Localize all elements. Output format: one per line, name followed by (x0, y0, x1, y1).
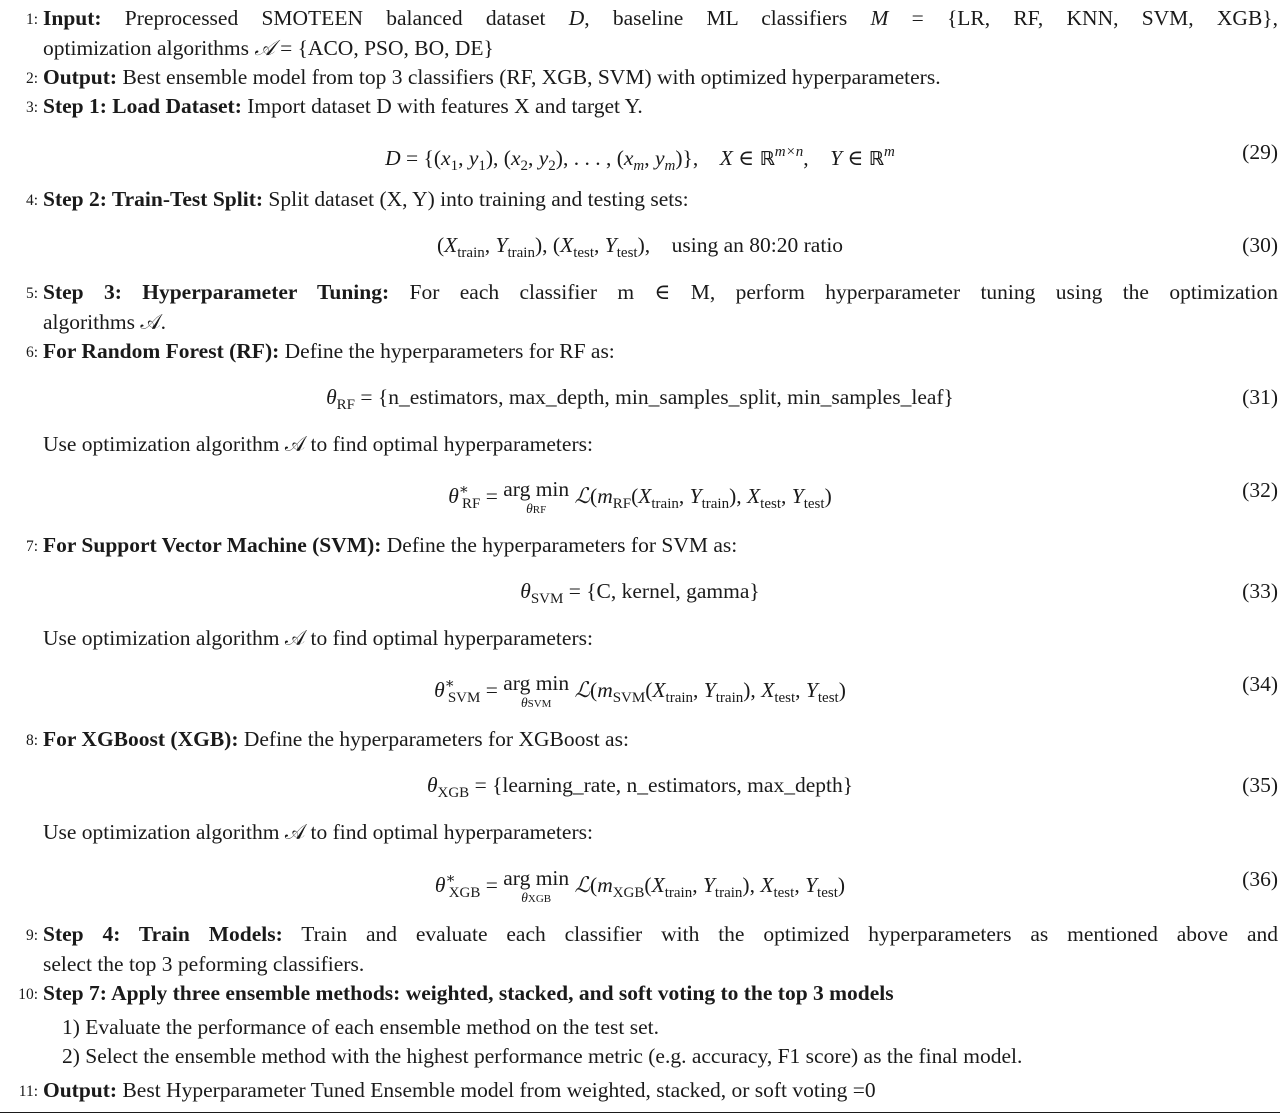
svm-hyperparameters: {C, kernel, gamma} (586, 579, 760, 603)
equation-33: $\theta_{SVM} = \{C$, kernel, gamma} (33) (520, 579, 1278, 607)
equation-34: $\theta^∗_{SVM}$ = arg min θSVM $ℒ(m_{SVM}(X_{train}$, $Y_{train}$), $X_{test}$, $Y_{test}$) (34) (434, 671, 1278, 710)
input-label: Input: (43, 6, 102, 30)
classifier-set: = {LR, RF, KNN, SVM, XGB}, (888, 6, 1278, 30)
xgb-hyperparameters: {learning_rate, n_estimators, max_depth} (492, 773, 854, 797)
algorithm-block: 1: Input: Preprocessed SMOTEEN balanced dataset D, baseline ML classifiers M = {LR, RF, KNN, SVM, XGB}, optimization algorithms 𝒜 = {ACO, PSO, BO, DE} 2: Output: Best ensemble model from top 3 classifiers (RF, XGB, SVM) with optimized hyperparameters. 3: Step 1: Load Dataset: Import dataset D with features X and target Y. $D = \{(x_1$, $y_1$), ($x_2$, $y_2$), . . . , ($x_m$, $y_m$)}, X ∈ ℝ$^{m\times n}$, Y ∈ ℝ$^m$ (29) 4: Step 2: Train-Test Split: Split dataset (X, Y) into training and testing sets: ($X_{train}$, $Y_{train}$), ($X_{test}$, $Y_{test}$), using an 80:20 ratio (30) 5: Step 3: Hyperparameter Tuning: For each classifier m ∈ M, perform hyperparameter tuning using the optimization algorithms 𝒜. 6: For Random Forest (RF): Define the hyperparameters for RF as: $\theta_{RF}$ = {n_estimators, max_depth, min_samples_split, min_samples_leaf} (31) Use optimization algorithm 𝒜 to find optimal hyperparameters: $\theta^∗_{RF}$ = arg min θRF $ℒ(m_{RF}(X_{train}$, $Y_{train}$), $X_{test}$, $Y_{test}$) (32) 7: For Support Vector Machine (SVM): Define the hyperparameters for SVM as: $\theta_{SVM} = \{C$, kernel, gamma} (33) Use optimization algorithm 𝒜 to find optimal hyperparameters: $\theta^∗_{SVM}$ = arg min θSVM $ℒ(m_{SVM}(X_{train}$, $Y_{train}$), $X_{test}$, $Y_{test}$) (34) 8: For XGBoost (XGB): Define the hyperparameters for XGBoost as: $\theta_{XGB}$ = {learning_rate, n_estimators, max_depth} (35) Use optimization algorithm 𝒜 to find optimal hyperparameters: $\theta^∗_{XGB}$ = arg min θXGB $ℒ(m_{XGB}(X_{train}$, $Y_{train}$), $X_{test}$, $Y_{test}$) (36) 9: Step 4: Train Models: Train and evaluate each classifier with the optimized hyperparameters as mentioned above and select the top 3 peforming classifiers. 10: Step 7: Apply three ensemble methods: weighted, stacked, and soft voting to the top 3 models 1) Evaluate the performance of each ensemble method on the test set. 2) Select the ensemble method with the highest performance metric (e.g. accuracy, F1 score) as the final model. 11: Output: Best Hyperparameter Tuned Ensemble model from weighted, stacked, or soft voting =0 (0, 0, 1280, 1118)
equation-31: $\theta_{RF}$ = {n_estimators, max_depth, min_samples_split, min_samples_leaf} (31) (326, 385, 1278, 413)
optimizer-set: = {ACO, PSO, BO, DE} (274, 35, 494, 60)
line-number: 1: (25, 11, 38, 28)
equation-32: $\theta^∗_{RF}$ = arg min θRF $ℒ(m_{RF}(X_{train}$, $Y_{train}$), $X_{test}$, $Y_{test}$) (32) (448, 477, 1278, 516)
equation-number: (29) (1242, 140, 1278, 164)
equation-30: ($X_{train}$, $Y_{train}$), ($X_{test}$, $Y_{test}$), using an 80:20 ratio (30) (436, 233, 1278, 261)
equation-36: $\theta^∗_{XGB}$ = arg min θXGB $ℒ(m_{XGB}(X_{train}$, $Y_{train}$), $X_{test}$, $Y_{test}$) (36) (434, 866, 1278, 905)
ensemble-sublist-item: 1) Evaluate the performance of each ensemble method on the test set. (62, 1015, 659, 1039)
equation-29: $D = \{(x_1$, $y_1$), ($x_2$, $y_2$), . . . , ($x_m$, $y_m$)}, X ∈ ℝ$^{m\times n}$, Y ∈ ℝ$^m$ (29) (385, 140, 1278, 174)
rf-hyperparameters: {n_estimators, max_depth, min_samples_split, min_samples_leaf} (377, 385, 954, 409)
equation-35: $\theta_{XGB}$ = {learning_rate, n_estimators, max_depth} (35) (426, 773, 1278, 801)
ensemble-sublist-item: 2) Select the ensemble method with the highest performance metric (e.g. accuracy, F1 score) as the final model. (62, 1044, 1023, 1068)
bottom-rule (0, 1112, 1280, 1113)
